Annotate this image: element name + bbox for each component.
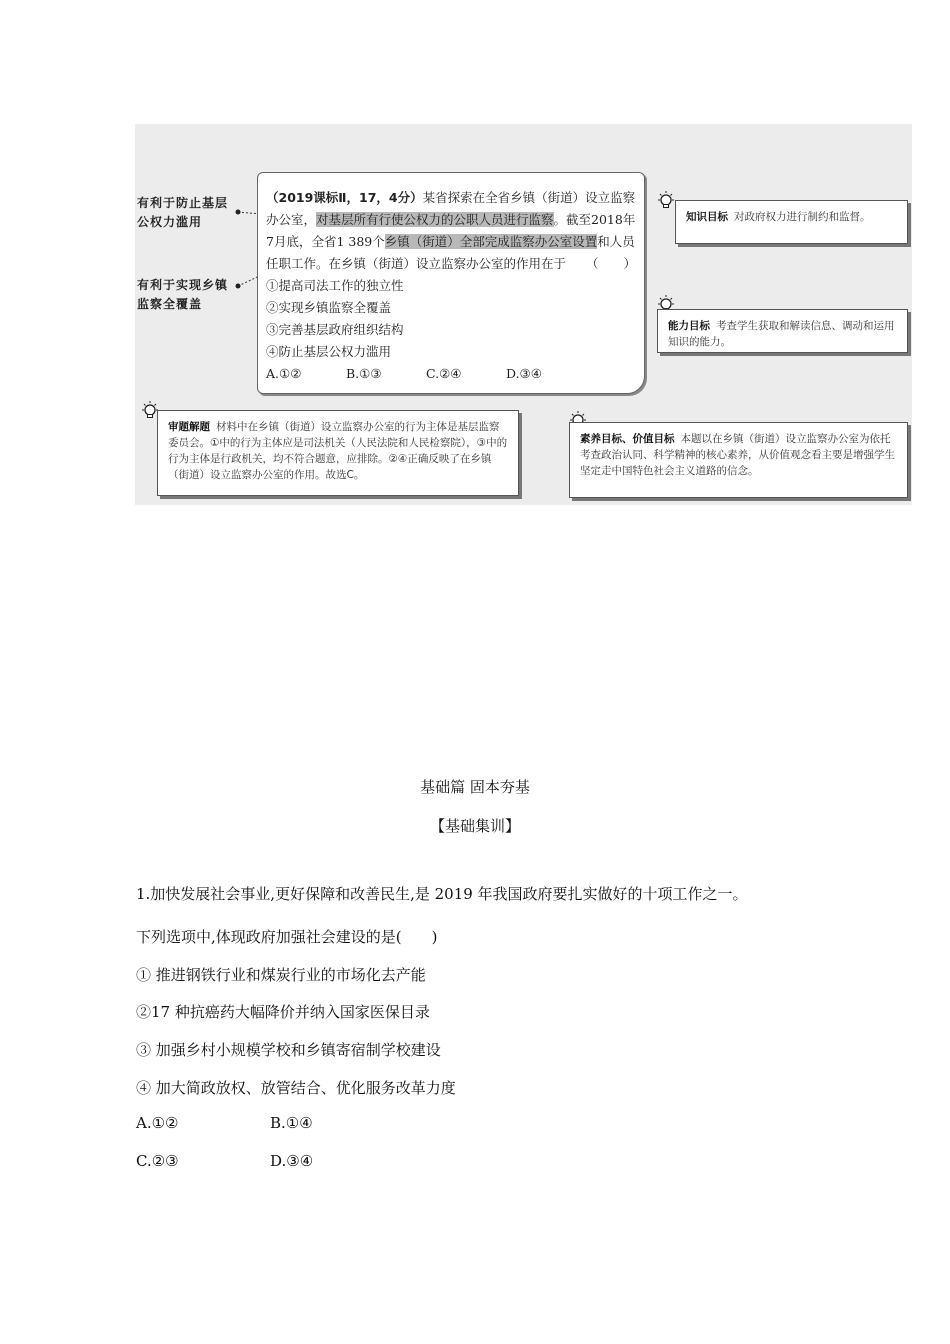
question-highlight-2: 乡镇（街道）全部完成监察办公室设置	[384, 234, 598, 249]
question-source: （2019课标Ⅱ，17，4分）	[266, 190, 423, 205]
analysis-box	[157, 410, 519, 496]
analysis-text: 材料中在乡镇（街道）设立监察办公室的行为主体是基层监察委员会。①中的行为主体应是司法机关（人民法院和人民检察院），③中的行为主体是行政机关，均不符合题意，应排除。②④正确反映了在乡镇（街道）设立监察办公室的作用。故选C。	[168, 421, 508, 481]
question-options	[266, 363, 636, 385]
question-text-a: 某省探索在全省乡镇（街道）设立监察办公室，	[266, 190, 636, 227]
question-highlight-1: 对基层所有行使公权力的公职人员进行监察	[316, 212, 554, 227]
literacy-goal-box	[569, 422, 908, 498]
q1-stem-line-2: 下列选项中,体现政府加强社会建设的是( )	[136, 928, 438, 946]
q1-option-c: C.②③	[136, 1152, 179, 1170]
question-item-1: ①提高司法工作的独立性	[266, 278, 404, 293]
left-note-1-line-1: 有利于防止基层	[137, 196, 229, 210]
question-text-c: 和人员任职工作。在乡镇（街道）设立监察办公室的作用在于	[266, 234, 635, 271]
question-text	[266, 187, 636, 275]
subsection-title: 【基础集训】	[429, 817, 520, 835]
left-note-2-line-2: 监察全覆盖	[137, 297, 203, 311]
lightbulb-icon	[655, 190, 677, 212]
question-item-3: ③完善基层政府组织结构	[266, 322, 404, 337]
knowledge-goal-box	[675, 200, 908, 244]
question-option-d: D.③④	[506, 366, 542, 381]
q1-option-a: A.①②	[136, 1114, 179, 1132]
literacy-goal-text: 本题以在乡镇（街道）设立监察办公室为依托考查政治认同、科学精神的核心素养，从价值观念看主要是增强学生坚定走中国特色社会主义道路的信念。	[580, 433, 895, 477]
q1-option-b: B.①④	[270, 1114, 313, 1132]
question-item-2: ②实现乡镇监察全覆盖	[266, 300, 392, 315]
literacy-goal-tag: 素养目标、价值目标	[580, 433, 675, 445]
question-item-4: ④防止基层公权力滥用	[266, 344, 392, 359]
analysis-tag: 审题解题	[168, 421, 210, 433]
ability-goal-box	[657, 309, 908, 353]
knowledge-goal-tag: 知识目标	[686, 211, 728, 223]
left-note-2-line-1: 有利于实现乡镇	[137, 278, 229, 292]
q1-item-4: ④ 加大简政放权、放管结合、优化服务改革力度	[136, 1079, 456, 1097]
question-text-b: 。截至2018年7月底，全省1 389个	[266, 212, 636, 249]
question-card	[257, 172, 645, 394]
question-option-c: C.②④	[426, 366, 462, 381]
question-bracket: （ ）	[585, 256, 636, 271]
question-option-b: B.①③	[346, 366, 382, 381]
section-title: 基础篇 固本夯基	[420, 778, 530, 796]
ability-goal-tag: 能力目标	[668, 320, 710, 332]
q1-stem-line-1: 1.加快发展社会事业,更好保障和改善民生,是 2019 年我国政府要扎实做好的十项工作之一。	[136, 885, 748, 903]
ability-goal-text: 考查学生获取和解读信息、调动和运用知识的能力。	[668, 320, 895, 348]
q1-item-1: ① 推进钢铁行业和煤炭行业的市场化去产能	[136, 966, 426, 984]
question-option-a: A.①②	[266, 366, 302, 381]
q1-option-d: D.③④	[270, 1152, 314, 1170]
q1-item-2: ②17 种抗癌药大幅降价并纳入国家医保目录	[136, 1003, 430, 1021]
left-note-1-line-2: 公权力滥用	[137, 215, 203, 229]
exam-annotation-figure	[135, 124, 912, 505]
knowledge-goal-text: 对政府权力进行制约和监督。	[734, 211, 871, 223]
q1-item-3: ③ 加强乡村小规模学校和乡镇寄宿制学校建设	[136, 1041, 441, 1059]
